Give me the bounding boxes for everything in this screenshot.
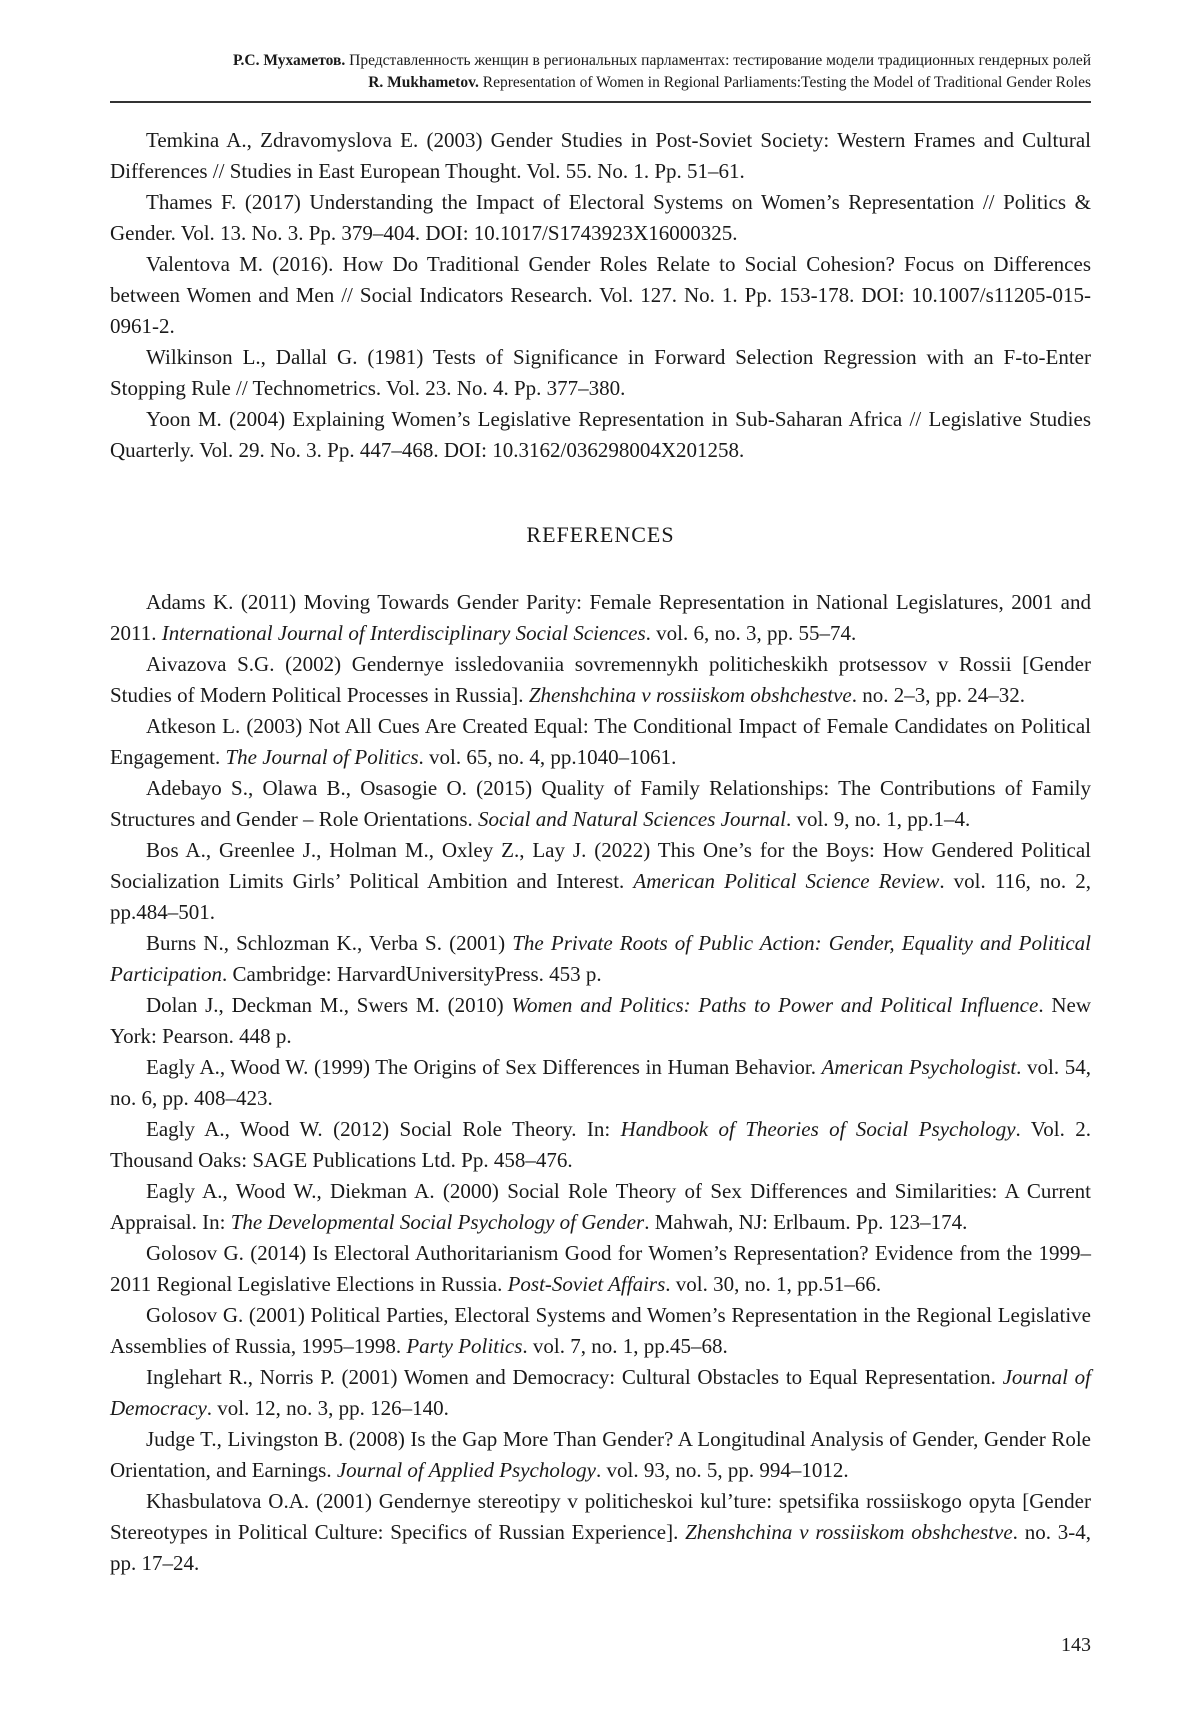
reference-entry [110, 928, 1091, 990]
reference-entry [110, 249, 1091, 342]
reference-source-title: Social and Natural Sciences Journal [478, 807, 786, 831]
reference-source-title: Journal of Democracy [110, 1365, 1092, 1420]
reference-entry [110, 835, 1091, 928]
reference-source-title: Party Politics [406, 1334, 523, 1358]
reference-details: . vol. 54, no. 6, pp. 408–423. [110, 1055, 1091, 1110]
reference-text: Atkeson L. (2003) Not All Cues Are Created Equal: The Conditional Impact of Female Candidates on Political Engagement. [110, 714, 1091, 769]
reference-text: Bos A., Greenlee J., Holman M., Oxley Z., Lay J. (2022) This One’s for the Boys: How Gendered Political Socialization Limits Girls’ Political Ambition and Interest. [110, 838, 1091, 893]
reference-source-title: American Psychologist [821, 1055, 1017, 1079]
reference-text: Thames F. (2017) Understanding the Impact of Electoral Systems on Women’s Representation // Politics & Gender. Vol. 13. No. 3. Pp. 379–404. DOI: 10.1017/S1743923X16000325. [110, 190, 1091, 245]
header-line-en [110, 72, 1091, 94]
reference-text: Aivazova S.G. (2002) Gendernye issledovaniia sovremennykh politicheskikh protsessov v Rossii [Gender Studies of Modern Political Processes in Russia]. [110, 652, 1091, 707]
reference-text: Eagly A., Wood W., Diekman A. (2000) Social Role Theory of Sex Differences and Similarities: A Current Appraisal. In: [110, 1179, 1091, 1234]
reference-entry [110, 1114, 1091, 1176]
reference-entry [110, 649, 1091, 711]
reference-text: Eagly A., Wood W. (1999) The Origins of Sex Differences in Human Behavior. [146, 1055, 822, 1079]
header-title-ru: Представленность женщин в региональных парламентах: тестирование модели традиционных гендерных ролей [349, 52, 1091, 69]
reference-text: Golosov G. (2001) Political Parties, Electoral Systems and Women’s Representation in the Regional Legislative Assemblies of Russia, 1995–1998. [110, 1303, 1091, 1358]
reference-details: . Vol. 2. Thousand Oaks: SAGE Publications Ltd. Pp. 458–476. [110, 1117, 1091, 1172]
reference-source-title: Women and Politics: Paths to Power and Political Influence [511, 993, 1039, 1017]
running-header [110, 50, 1091, 94]
reference-source-title: Zhenshchina v rossiiskom obshchestve [685, 1520, 1013, 1544]
reference-entry [110, 1052, 1091, 1114]
reference-text: Inglehart R., Norris P. (2001) Women and Democracy: Cultural Obstacles to Equal Representation. [146, 1365, 1003, 1389]
reference-details: . vol. 12, no. 3, pp. 126–140. [206, 1396, 449, 1420]
reference-details: . vol. 6, no. 3, pp. 55–74. [645, 621, 857, 645]
header-rule [110, 101, 1091, 103]
reference-entry [110, 125, 1091, 187]
reference-details: . vol. 9, no. 1, pp.1–4. [785, 807, 971, 831]
reference-details: . no. 2–3, pp. 24–32. [851, 683, 1025, 707]
reference-source-title: The Private Roots of Public Action: Gender, Equality and Political Participation [110, 931, 1091, 986]
reference-text: Adams K. (2011) Moving Towards Gender Parity: Female Representation in National Legislatures, 2001 and 2011. [110, 590, 1091, 645]
reference-details: . New York: Pearson. 448 p. [110, 993, 1091, 1048]
header-author-ru: Р.С. Мухаметов. [232, 52, 346, 69]
reference-source-title: Handbook of Theories of Social Psychology [620, 1117, 1016, 1141]
reference-source-title: Post-Soviet Affairs [507, 1272, 666, 1296]
reference-entry [110, 1300, 1091, 1362]
reference-source-title: Zhenshchina v rossiiskom obshchestve [528, 683, 852, 707]
reference-details: . Mahwah, NJ: Erlbaum. Pp. 123–174. [644, 1210, 968, 1234]
reference-details: . no. 3-4, pp. 17–24. [110, 1520, 1091, 1575]
reference-entry [110, 711, 1091, 773]
header-author-en: R. Mukhametov. [368, 74, 479, 91]
reference-entry [110, 990, 1091, 1052]
literature-list-tail [110, 125, 1091, 466]
reference-text: Burns N., Schlozman K., Verba S. (2001) [146, 931, 513, 955]
reference-entry [110, 1176, 1091, 1238]
reference-text: Khasbulatova O.A. (2001) Gendernye stereotipy v politicheskoi kul’ture: spetsifika rossiiskogo opyta [Gender Stereotypes in Political Culture: Specifics of Russian Experience]. [110, 1489, 1091, 1544]
page-number: 143 [1061, 1634, 1091, 1656]
reference-text: Dolan J., Deckman M., Swers M. (2010) [146, 993, 512, 1017]
reference-details: . vol. 65, no. 4, pp.1040–1061. [418, 745, 677, 769]
reference-text: Wilkinson L., Dallal G. (1981) Tests of Significance in Forward Selection Regression with an F-to-Enter Stopping Rule // Technometrics. Vol. 23. No. 4. Pp. 377–380. [110, 345, 1091, 400]
reference-entry [110, 1362, 1091, 1424]
reference-details: . vol. 116, no. 2, pp.484–501. [110, 869, 1091, 924]
reference-text: Adebayo S., Olawa B., Osasogie O. (2015) Quality of Family Relationships: The Contributions of Family Structures and Gender – Role Orientations. [110, 776, 1091, 831]
header-title-en: Representation of Women in Regional Parliaments:Testing the Model of Traditional Gender Roles [482, 74, 1091, 91]
reference-entry [110, 773, 1091, 835]
reference-source-title: The Journal of Politics [225, 745, 419, 769]
reference-details: . vol. 93, no. 5, pp. 994–1012. [596, 1458, 849, 1482]
reference-entry [110, 404, 1091, 466]
references-list [110, 587, 1091, 1579]
reference-entry [110, 1238, 1091, 1300]
reference-source-title: The Developmental Social Psychology of Gender [230, 1210, 645, 1234]
header-line-ru [110, 50, 1091, 72]
references-heading: REFERENCES [526, 522, 675, 547]
reference-source-title: International Journal of Interdisciplinary Social Sciences [161, 621, 646, 645]
reference-entry [110, 1424, 1091, 1486]
reference-text: Golosov G. (2014) Is Electoral Authoritarianism Good for Women’s Representation? Evidence from the 1999–2011 Regional Legislative Elections in Russia. [110, 1241, 1091, 1296]
reference-source-title: American Political Science Review [633, 869, 940, 893]
reference-entry [110, 587, 1091, 649]
reference-entry [110, 1486, 1091, 1579]
reference-details: . vol. 7, no. 1, pp.45–68. [522, 1334, 728, 1358]
reference-entry [110, 187, 1091, 249]
reference-text: Temkina A., Zdravomyslova E. (2003) Gender Studies in Post-Soviet Society: Western Frames and Cultural Differences // Studies in East European Thought. Vol. 55. No. 1. Pp. 51–61. [110, 128, 1091, 183]
reference-details: . vol. 30, no. 1, pp.51–66. [665, 1272, 882, 1296]
reference-text: Judge T., Livingston B. (2008) Is the Gap More Than Gender? A Longitudinal Analysis of Gender, Gender Role Orientation, and Earnings. [110, 1427, 1091, 1482]
reference-text: Eagly A., Wood W. (2012) Social Role Theory. In: [146, 1117, 621, 1141]
reference-text: Valentova M. (2016). How Do Traditional Gender Roles Relate to Social Cohesion? Focus on Differences between Women and Men // Social Indicators Research. Vol. 127. No. 1. Pp. 153-178. DOI: 10.1007/s11205-015-0961-2. [110, 252, 1091, 338]
reference-text: Yoon M. (2004) Explaining Women’s Legislative Representation in Sub-Saharan Africa // Legislative Studies Quarterly. Vol. 29. No. 3. Pp. 447–468. DOI: 10.3162/036298004X201258. [110, 407, 1091, 462]
reference-entry [110, 342, 1091, 404]
reference-details: . Cambridge: HarvardUniversityPress. 453 p. [222, 962, 602, 986]
reference-source-title: Journal of Applied Psychology [336, 1458, 597, 1482]
